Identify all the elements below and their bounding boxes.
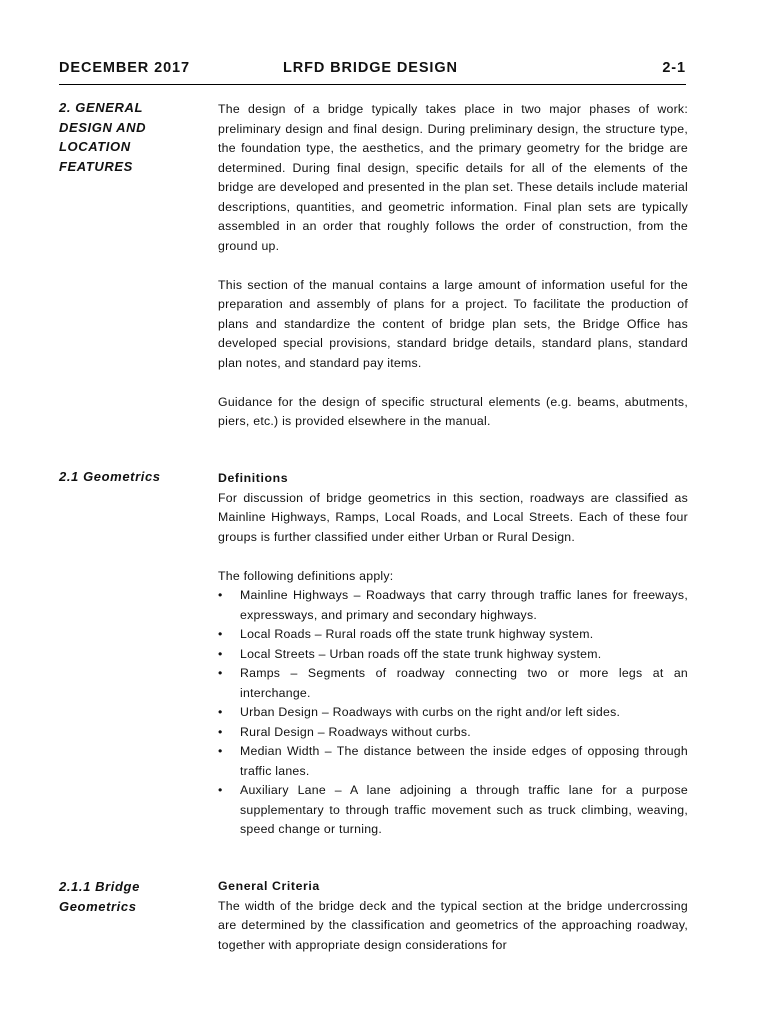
list-item: • Ramps – Segments of roadway connecting two or more legs at an interchange. — [218, 666, 688, 700]
bullet-icon: • — [218, 666, 223, 680]
bullet-icon: • — [218, 705, 223, 719]
section-2-1-1-title: 2.1.1 Bridge Geometrics — [59, 879, 140, 914]
bullet-icon: • — [218, 646, 223, 661]
section-2-1-1-body — [218, 877, 688, 975]
section-2-1-title: 2.1 Geometrics — [59, 469, 161, 484]
list-item: • Local Streets – Urban roads off the state trunk highway system. — [218, 645, 688, 665]
list-item: • Mainline Highways – Roadways that carry through traffic lanes for freeways, expressways, and primary and secondary highways. — [218, 588, 688, 622]
header-page-number: 2-1 — [662, 60, 686, 76]
list-item: • Urban Design – Roadways with curbs on the right and/or left sides. — [218, 703, 688, 723]
definitions-list — [218, 586, 688, 840]
bullet-icon: • — [218, 783, 223, 797]
header-rule — [59, 84, 686, 85]
section-2-title: 2. GENERAL DESIGN AND LOCATION FEATURES — [59, 100, 147, 174]
section-2-paragraph-1: The design of a bridge typically takes place in two major phases of work: preliminary design and final design. During preliminary design, the structure type, the foundation type, the aesthetics, and the primary geometry for the bridge are determined. During final design, specific details for all of the elements of the bridge are developed and presented in the plan set. These details include material descriptions, quantities, and geometric information. Final plan sets are typically assembled in an order that roughly follows the order of construction, from the ground up. — [218, 102, 688, 253]
list-item: • Auxiliary Lane – A lane adjoining a through traffic lane for a purpose supplementary to through traffic movement such as truck climbing, weaving, speed change or turning. — [218, 783, 688, 836]
list-item: • Rural Design – Roadways without curbs. — [218, 723, 688, 743]
definitions-intro: For discussion of bridge geometrics in this section, roadways are classified as Mainline Highways, Ramps, Local Roads, and Local Streets. Each of these four groups is further classified under either Urban or Rural Design. — [218, 490, 688, 544]
header-manual-title: LRFD BRIDGE DESIGN — [283, 60, 458, 76]
section-2-paragraph-3: Guidance for the design of specific structural elements (e.g. beams, abutments, piers, etc.) is provided elsewhere in the manual. — [218, 394, 688, 428]
bullet-icon: • — [218, 627, 223, 641]
section-2-1-body — [218, 469, 688, 840]
page-header — [59, 60, 686, 80]
definitions-subheading: Definitions — [218, 471, 289, 485]
list-item: • Local Roads – Rural roads off the state trunk highway system. — [218, 625, 688, 645]
header-date: DECEMBER 2017 — [59, 60, 190, 76]
list-item: • Median Width – The distance between the inside edges of opposing through traffic lanes. — [218, 744, 688, 778]
general-criteria-paragraph: The width of the bridge deck and the typical section at the bridge undercrossing are determined by the classification and geometrics of the approaching roadway, together with appropriate design considerations for — [218, 898, 688, 952]
bullet-icon: • — [218, 588, 223, 602]
general-criteria-subheading: General Criteria — [218, 879, 320, 893]
section-2-paragraph-2: This section of the manual contains a large amount of information useful for the preparation and assembly of plans for a project. To facilitate the production of plans and standardize the content of bridge plan sets, the Bridge Office has developed special provisions, standard bridge details, standard plans, standard plan notes, and standard pay items. — [218, 277, 688, 370]
definitions-list-intro: The following definitions apply: — [218, 568, 394, 583]
section-2-body — [218, 100, 688, 451]
bullet-icon: • — [218, 744, 223, 758]
bullet-icon: • — [218, 724, 223, 739]
